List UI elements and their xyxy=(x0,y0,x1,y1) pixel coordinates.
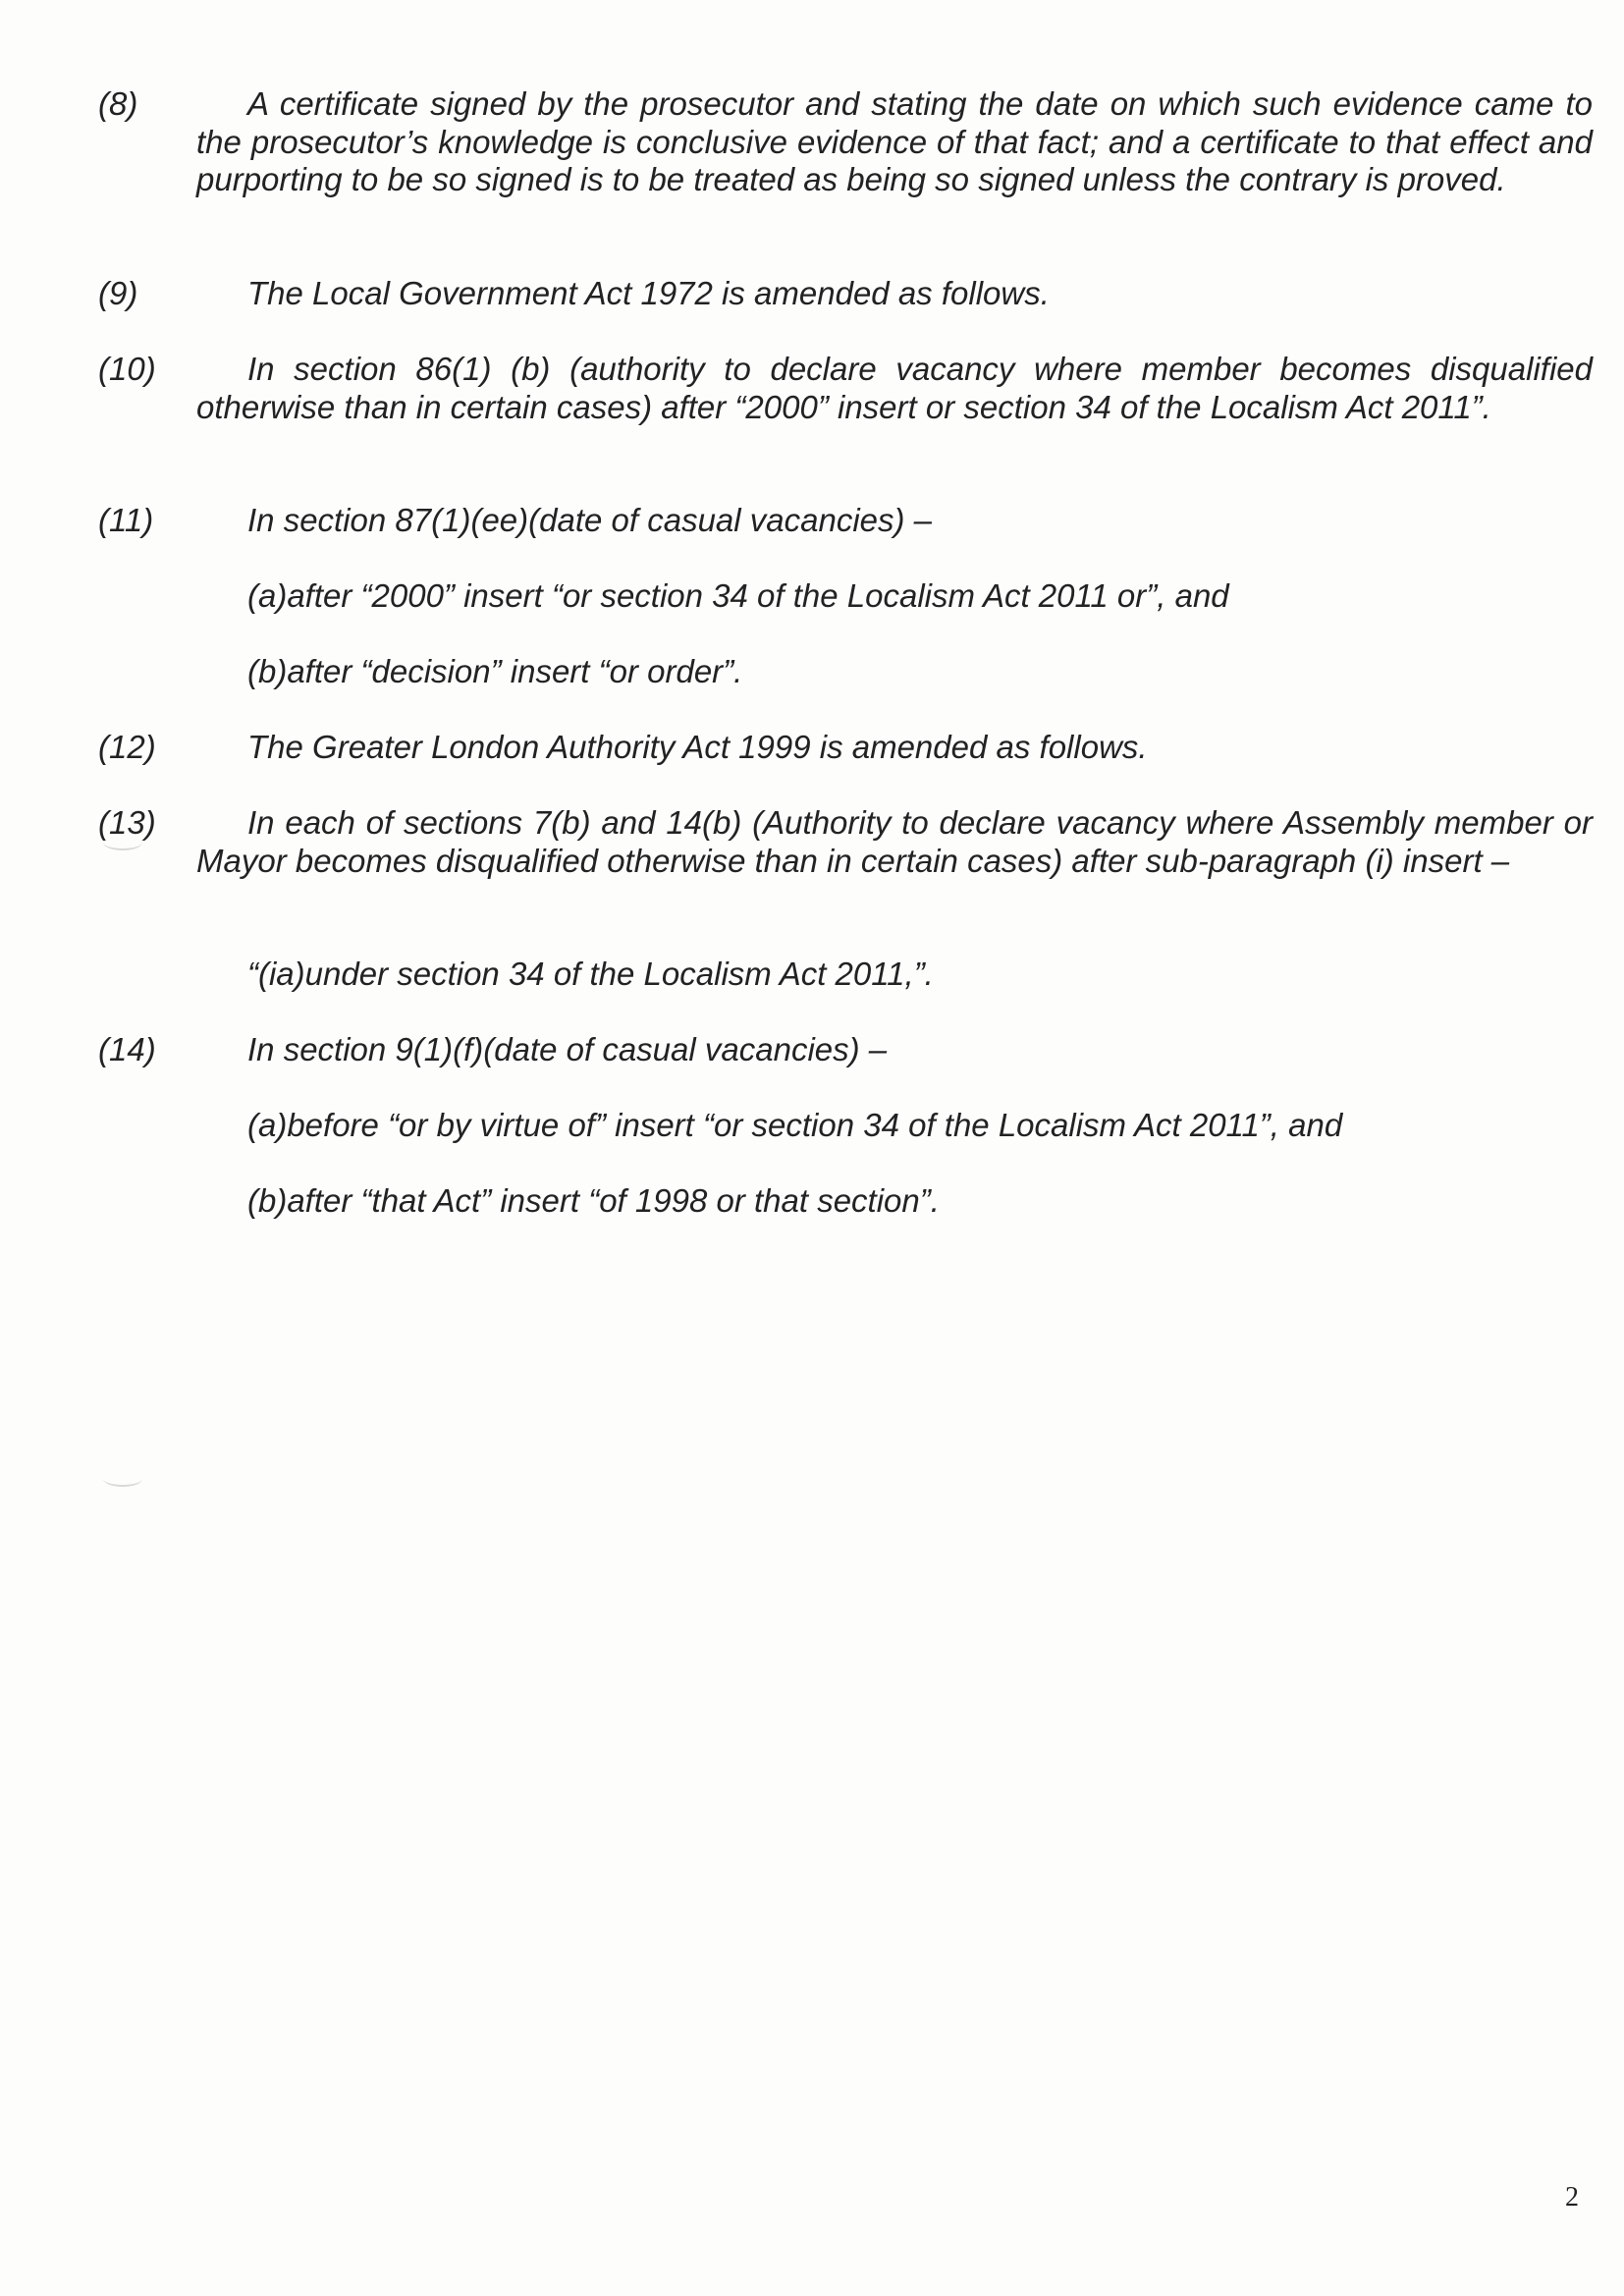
paragraph-10 xyxy=(98,351,1593,426)
page-number: 2 xyxy=(1565,2182,1579,2213)
paragraph-number: (13) xyxy=(98,804,156,841)
paragraph-14 xyxy=(98,1031,1593,1069)
subitem-11b: (b)after “decision” insert “or order”. xyxy=(247,653,743,689)
paragraph-number: (11) xyxy=(98,502,154,538)
paragraph-text: In section 9(1)(f)(date of casual vacancies) – xyxy=(247,1031,888,1067)
punch-hole-mark xyxy=(103,1471,142,1487)
paragraph-number: (12) xyxy=(98,729,156,765)
paragraph-11 xyxy=(98,502,1593,540)
paragraph-text: The Greater London Authority Act 1999 is amended as follows. xyxy=(247,729,1148,765)
paragraph-number: (10) xyxy=(98,351,156,387)
paragraph-8 xyxy=(98,85,1593,199)
subitem-14b: (b)after “that Act” insert “of 1998 or that section”. xyxy=(247,1182,940,1219)
subitem-14a: (a)before “or by virtue of” insert “or section 34 of the Localism Act 2011”, and xyxy=(247,1107,1343,1143)
subitem-13-ia: “(ia)under section 34 of the Localism Act 2011,”. xyxy=(247,956,934,992)
paragraph-number: (9) xyxy=(98,275,138,311)
paragraph-12 xyxy=(98,729,1593,767)
subitem-11a: (a)after “2000” insert “or section 34 of the Localism Act 2011 or”, and xyxy=(247,577,1229,614)
paragraph-text: A certificate signed by the prosecutor and stating the date on which such evidence came to the prosecutor’s knowledge is conclusive evidence of that fact; and a certificate to that effect and purporting to be so signed is to be treated as being so signed unless the contrary is proved. xyxy=(196,85,1593,197)
paragraph-number: (8) xyxy=(98,85,138,122)
paragraph-text: In section 87(1)(ee)(date of casual vacancies) – xyxy=(247,502,933,538)
paragraph-text: In section 86(1) (b) (authority to declare vacancy where member becomes disqualified otherwise than in certain cases) after “2000” insert or section 34 of the Localism Act 2011”. xyxy=(196,351,1593,425)
paragraph-number: (14) xyxy=(98,1031,156,1067)
paragraph-13 xyxy=(98,804,1593,880)
paragraph-text: In each of sections 7(b) and 14(b) (Authority to declare vacancy where Assembly member or Mayor becomes disqualified otherwise than in certain cases) after sub-paragraph (i) insert – xyxy=(196,804,1593,879)
paragraph-text: The Local Government Act 1972 is amended as follows. xyxy=(247,275,1050,311)
paragraph-9 xyxy=(98,275,1593,313)
